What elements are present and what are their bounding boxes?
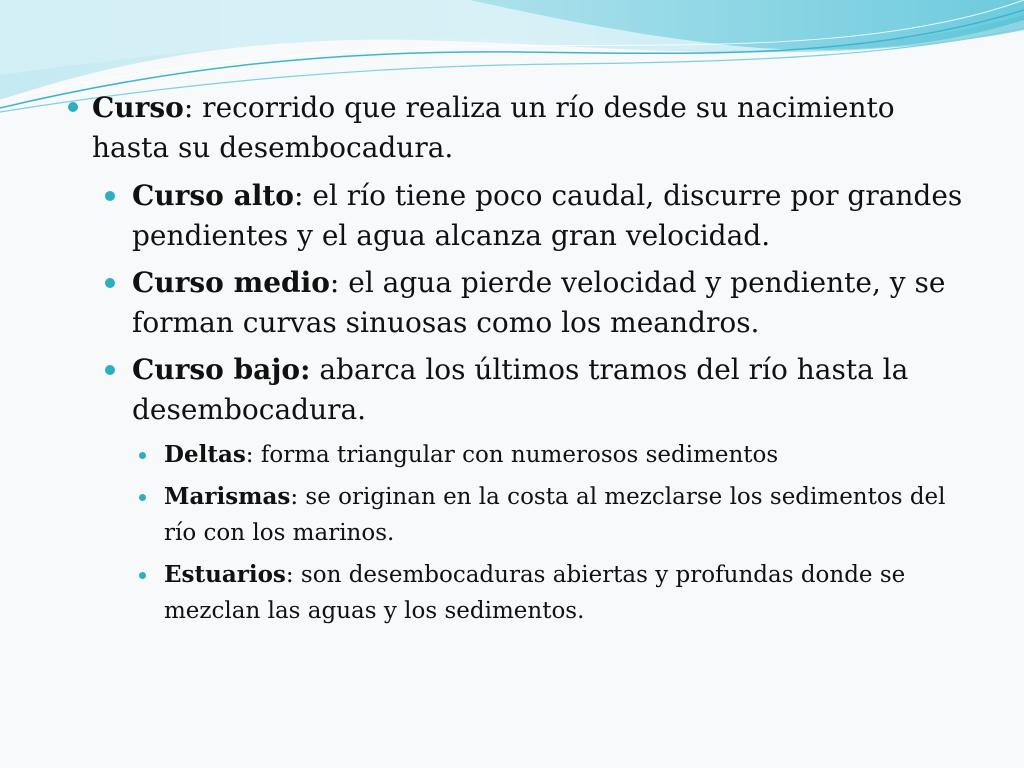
- bullet-term: Curso: [92, 91, 184, 124]
- bullet-dot-icon: [105, 365, 115, 375]
- bullet-term: Deltas: [164, 441, 246, 468]
- bullet-text: : forma triangular con numerosos sedimentos: [245, 442, 779, 468]
- bullet-dot-icon: [105, 278, 115, 288]
- bullet-item-curso-medio: [60, 263, 980, 343]
- bullet-term: Curso alto: [132, 179, 294, 212]
- bullet-item-curso: [60, 88, 980, 168]
- bullet-dot-icon: [139, 494, 146, 501]
- bullet-text: : son desembocaduras abiertas y profundas donde se mezclan las aguas y los sedimentos.: [164, 562, 906, 624]
- bullet-text: : se originan en la costa al mezclarse los sedimentos del río con los marinos.: [164, 484, 946, 546]
- bullet-list: [60, 88, 980, 635]
- bullet-term: Curso medio: [132, 266, 330, 299]
- bullet-text: : recorrido que realiza un río desde su nacimiento hasta su desembocadura.: [92, 91, 895, 164]
- bullet-item-deltas: [60, 437, 980, 473]
- bullet-item-curso-alto: [60, 176, 980, 256]
- bullet-term: Marismas: [164, 483, 291, 510]
- bullet-term: Curso bajo:: [132, 353, 311, 386]
- bullet-text: : el agua pierde velocidad y pendiente, y se forman curvas sinuosas como los meandros.: [132, 266, 946, 339]
- bullet-item-curso-bajo: [60, 350, 980, 430]
- bullet-dot-icon: [139, 572, 146, 579]
- bullet-item-marismas: [60, 479, 980, 551]
- bullet-term: Estuarios: [164, 561, 286, 588]
- bullet-dot-icon: [139, 452, 146, 459]
- bullet-item-estuarios: [60, 557, 980, 629]
- bullet-text: : el río tiene poco caudal, discurre por grandes pendientes y el agua alcanza gran velocidad.: [132, 179, 963, 252]
- bullet-text: abarca los últimos tramos del río hasta la desembocadura.: [132, 353, 909, 426]
- bullet-dot-icon: [68, 102, 78, 112]
- bullet-dot-icon: [105, 191, 115, 201]
